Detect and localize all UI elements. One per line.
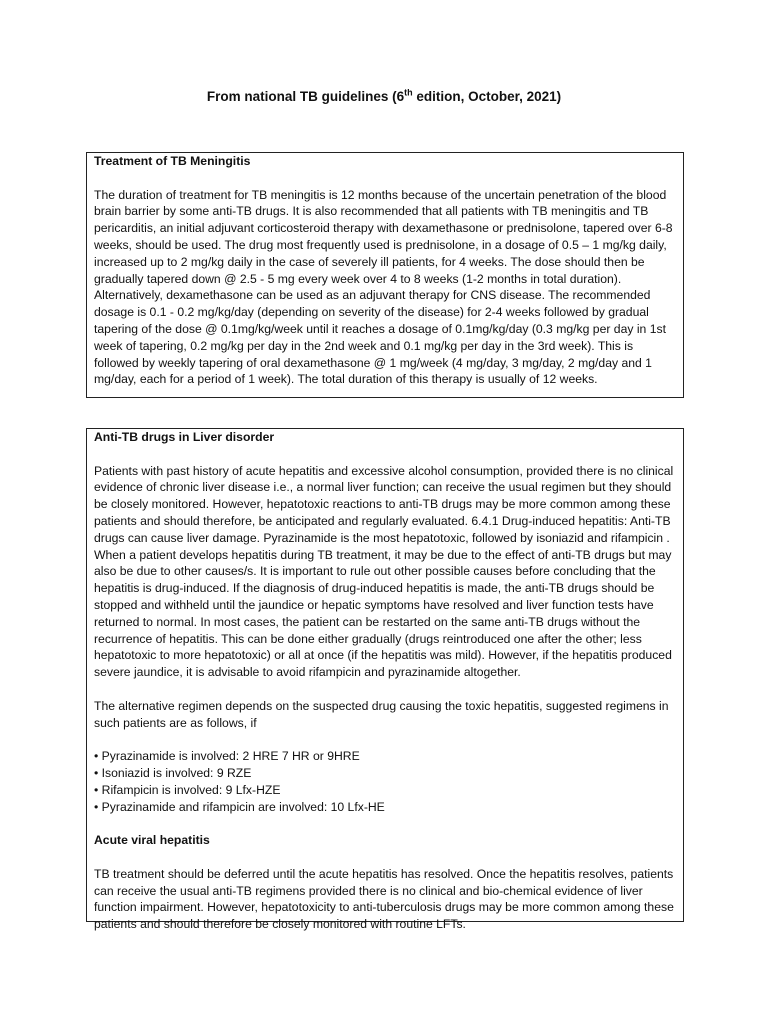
page-heading [0, 88, 768, 106]
viral-hepatitis-title: Acute viral hepatitis [94, 833, 210, 848]
liver-title: Anti-TB drugs in Liver disorder [94, 430, 275, 444]
liver-section [86, 428, 684, 932]
regimen-item: • Isoniazid is involved: 9 RZE [94, 765, 679, 782]
regimen-intro: The alternative regimen depends on the suspected drug causing the toxic hepatitis, suggested regimens in such patients are as follows, if [94, 698, 669, 730]
meningitis-title: Treatment of TB Meningitis [94, 154, 251, 168]
regimen-item: • Rifampicin is involved: 9 Lfx-HZE [94, 782, 679, 799]
regimen-item: • Pyrazinamide and rifampicin are involved: 10 Lfx-HE [94, 799, 679, 816]
heading-prefix: From national TB guidelines (6 [206, 89, 405, 104]
meningitis-body: The duration of treatment for TB meningitis is 12 months because of the uncertain penetration of the blood brain barrier by some anti-TB drugs. It is also recommended that all patients with TB meningitis and TB pericarditis, an initial adjuvant corticosteroid therapy with dexamethasone or prednisolone, tapered over 6-8 weeks, should be used. The drug most frequently used is prednisolone, in a dosage of 0.5 – 1 mg/kg daily, increased up to 2 mg/kg daily in the case of severely ill patients, for 4 weeks. The dose should then be gradually tapered down @ 2.5 - 5 mg every week over 4 to 8 weeks (1-2 months in total duration). Alternatively, dexamethasone can be used as an adjuvant therapy for CNS disease. The recommended dosage is 0.1 - 0.2 mg/kg/day (depending on severity of the disease) for 2-4 weeks followed by gradual tapering of the dose @ 0.1mg/kg/week until it reaches a dosage of 0.1mg/kg/day (0.3 mg/kg per day in 1st week of tapering, 0.2 mg/kg per day in the 2nd week and 0.1 mg/kg per day in the 3rd week). This is followed by weekly tapering of oral dexamethasone @ 1 mg/week (4 mg/day, 3 mg/day, 2 mg/day and 1 mg/day, each for a period of 1 week). The total duration of this therapy is usually of 12 weeks. [94, 187, 673, 387]
heading-suffix: edition, October, 2021) [412, 89, 562, 104]
heading-superscript: th [404, 87, 413, 98]
regimen-item: • Pyrazinamide is involved: 2 HRE 7 HR or 9HRE [94, 748, 679, 765]
meningitis-section [86, 152, 684, 398]
regimen-list [94, 748, 679, 815]
viral-hepatitis-body: TB treatment should be deferred until the acute hepatitis has resolved. Once the hepatitis resolves, patients can receive the usual anti-TB regimens provided there is no clinical and bio-chemical evidence of liver function impairment. However, hepatotoxicity to anti-tuberculosis drugs may be more common among these patients and should therefore be closely monitored with routine LFTs. [94, 866, 674, 932]
liver-body: Patients with past history of acute hepatitis and excessive alcohol consumption, provided there is no clinical evidence of chronic liver disease i.e., a normal liver function; can receive the usual regimen but they should be closely monitored. However, hepatotoxic reactions to anti-TB drugs may be more common among these patients and should therefore, be anticipated and regularly evaluated. 6.4.1 Drug-induced hepatitis: Anti-TB drugs can cause liver damage. Pyrazinamide is the most hepatotoxic, followed by isoniazid and rifampicin . When a patient develops hepatitis during TB treatment, it may be due to the effect of anti-TB drugs but may also be due to other causes/s. It is important to rule out other possible causes before concluding that the hepatitis is drug-induced. If the diagnosis of drug-induced hepatitis is made, the anti-TB drugs should be stopped and withheld until the jaundice or hepatic symptoms have resolved and liver function tests have returned to normal. In most cases, the patient can be restarted on the same anti-TB drugs without the recurrence of hepatitis. This can be done either gradually (drugs reintroduced one after the other; less hepatotoxic to more hepatotoxic) or all at once (if the hepatitis was mild). However, if the hepatitis produced severe jaundice, it is advisable to avoid rifampicin and pyrazinamide altogether. [94, 463, 674, 680]
